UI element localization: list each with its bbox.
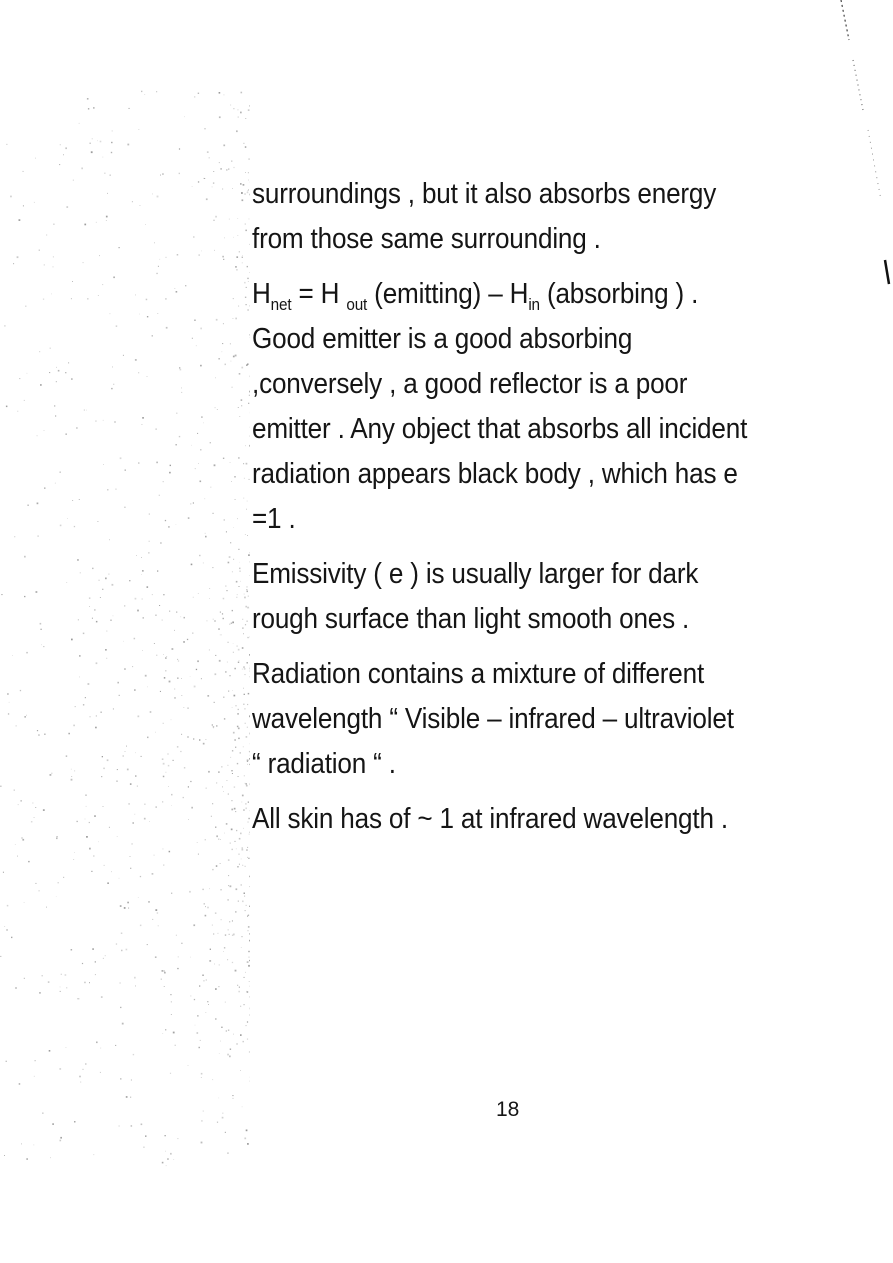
- text-line: ,conversely , a good reflector is a poor: [252, 368, 688, 400]
- formula-h: H: [252, 278, 271, 310]
- text-line: Good emitter is a good absorbing: [252, 323, 633, 355]
- text-line: emitter . Any object that absorbs all incident: [252, 413, 748, 445]
- body-text: [252, 172, 756, 842]
- subscript-out: out: [346, 295, 368, 314]
- formula-middle: (emitting) – H: [367, 278, 529, 310]
- text-line: Emissivity ( e ) is usually larger for dark: [252, 558, 699, 590]
- text-line: “ radiation “ .: [252, 748, 396, 780]
- formula-end: (absorbing ) .: [539, 278, 699, 310]
- text-line: Radiation contains a mixture of different: [252, 658, 705, 690]
- page-number: 18: [496, 1098, 520, 1121]
- subscript-in: in: [528, 295, 540, 314]
- text-line: =1 .: [252, 503, 296, 535]
- formula-line: [252, 272, 756, 317]
- text-line: rough surface than light smooth ones .: [252, 603, 690, 635]
- text-line: All skin has of ~ 1 at infrared wavelength .: [252, 803, 728, 835]
- text-line: from those same surrounding .: [252, 223, 601, 255]
- paragraph-emissivity: [252, 552, 756, 642]
- formula-equals: = H: [291, 278, 347, 310]
- paragraph-radiation: [252, 652, 756, 787]
- text-line: wavelength “ Visible – infrared – ultraviolet: [252, 703, 734, 735]
- text-line: surroundings , but it also absorbs energy: [252, 178, 717, 210]
- paragraph-emitter: [252, 272, 756, 542]
- paragraph-surroundings: [252, 172, 756, 262]
- paragraph-skin: [252, 797, 756, 842]
- subscript-net: net: [270, 295, 292, 314]
- scan-edge-marks: [763, 0, 893, 300]
- scan-noise-margin: [0, 90, 250, 1170]
- text-line: radiation appears black body , which has e: [252, 458, 738, 490]
